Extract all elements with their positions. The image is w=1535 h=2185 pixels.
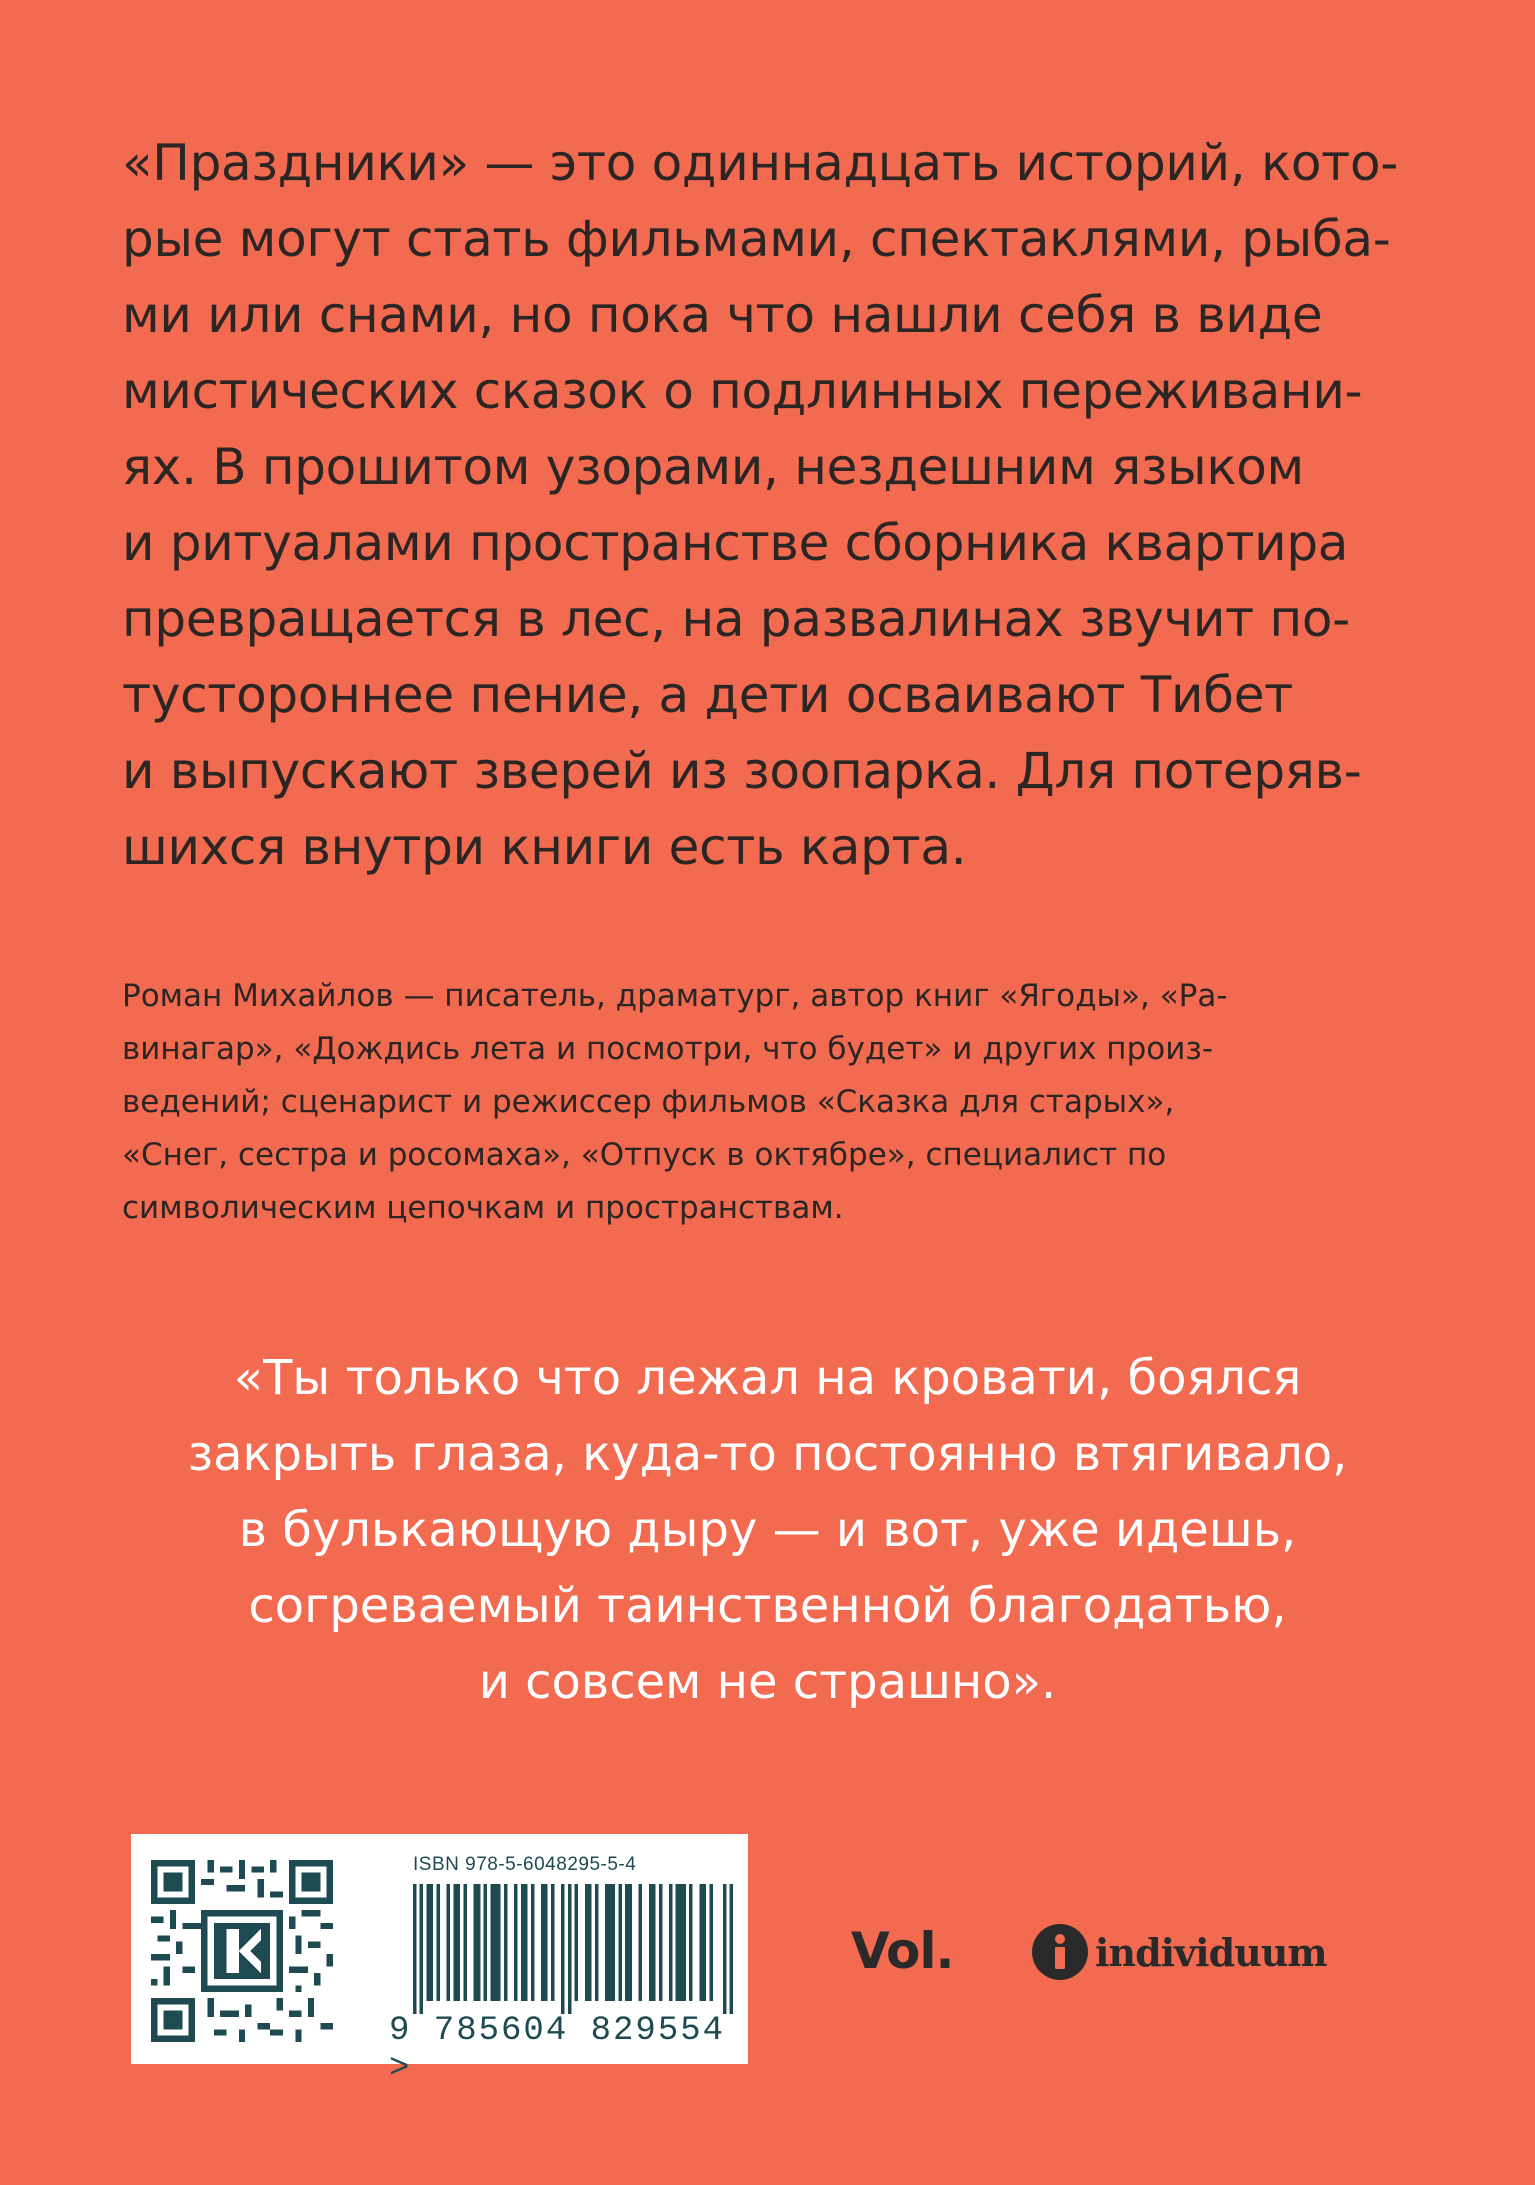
description-line: и выпускают зверей из зоопарка. Для потеряв- [122, 742, 1362, 800]
individuum-wordmark: individuum [1095, 1929, 1327, 1975]
description-line: ях. В прошитом узорами, нездешним языком [122, 438, 1304, 496]
individuum-i-icon [1031, 1923, 1089, 1981]
description-line: мистических сказок о подлинных переживани- [122, 362, 1363, 420]
bio-line: «Снег, сестра и росомаха», «Отпуск в октябре», специалист по [122, 1137, 1167, 1173]
vol-publisher-logo: Vol. [851, 1922, 954, 1980]
isbn-label: ISBN 978-5-6048295-5-4 [413, 1854, 637, 1875]
description-line: превращается в лес, на развалинах звучит по- [122, 590, 1350, 648]
bio-line: Роман Михайлов — писатель, драматург, автор книг «Ягоды», «Ра- [122, 978, 1228, 1014]
quote-line: «Ты только что лежал на кровати, боялся [233, 1350, 1302, 1406]
book-description [122, 125, 1422, 885]
quote-line: и совсем не страшно». [478, 1654, 1057, 1710]
quote-line: согреваемый таинственной благодатью, [248, 1578, 1287, 1634]
description-line: ми или снами, но пока что нашли себя в виде [122, 286, 1323, 344]
description-line: рые могут стать фильмами, спектаклями, рыба- [122, 210, 1391, 268]
bio-line: символическим цепочкам и пространствам. [122, 1190, 844, 1226]
bio-line: ведений; сценарист и режиссер фильмов «Сказка для старых», [122, 1084, 1175, 1120]
book-quote [100, 1340, 1435, 1720]
isbn-digits: 9 785604 829554 > [389, 2012, 726, 2088]
author-bio [122, 970, 1422, 1235]
description-line: «Праздники» — это одиннадцать историй, кото- [122, 134, 1399, 192]
quote-line: в булькающую дыру — и вот, уже идешь, [238, 1502, 1297, 1558]
barcode-panel [131, 1834, 748, 2088]
description-line: шихся внутри книги есть карта. [122, 818, 967, 876]
barcode-icon [413, 1884, 733, 2014]
quote-line: закрыть глаза, куда-то постоянно втягивало, [187, 1426, 1348, 1482]
individuum-publisher-logo [1031, 1920, 1327, 1984]
bio-line: винагар», «Дождись лета и посмотри, что будет» и других произ- [122, 1031, 1214, 1067]
description-line: тустороннее пение, а дети осваивают Тибет [122, 666, 1293, 724]
description-line: и ритуалами пространстве сборника квартира [122, 514, 1349, 572]
qr-code-icon [151, 1860, 333, 2042]
